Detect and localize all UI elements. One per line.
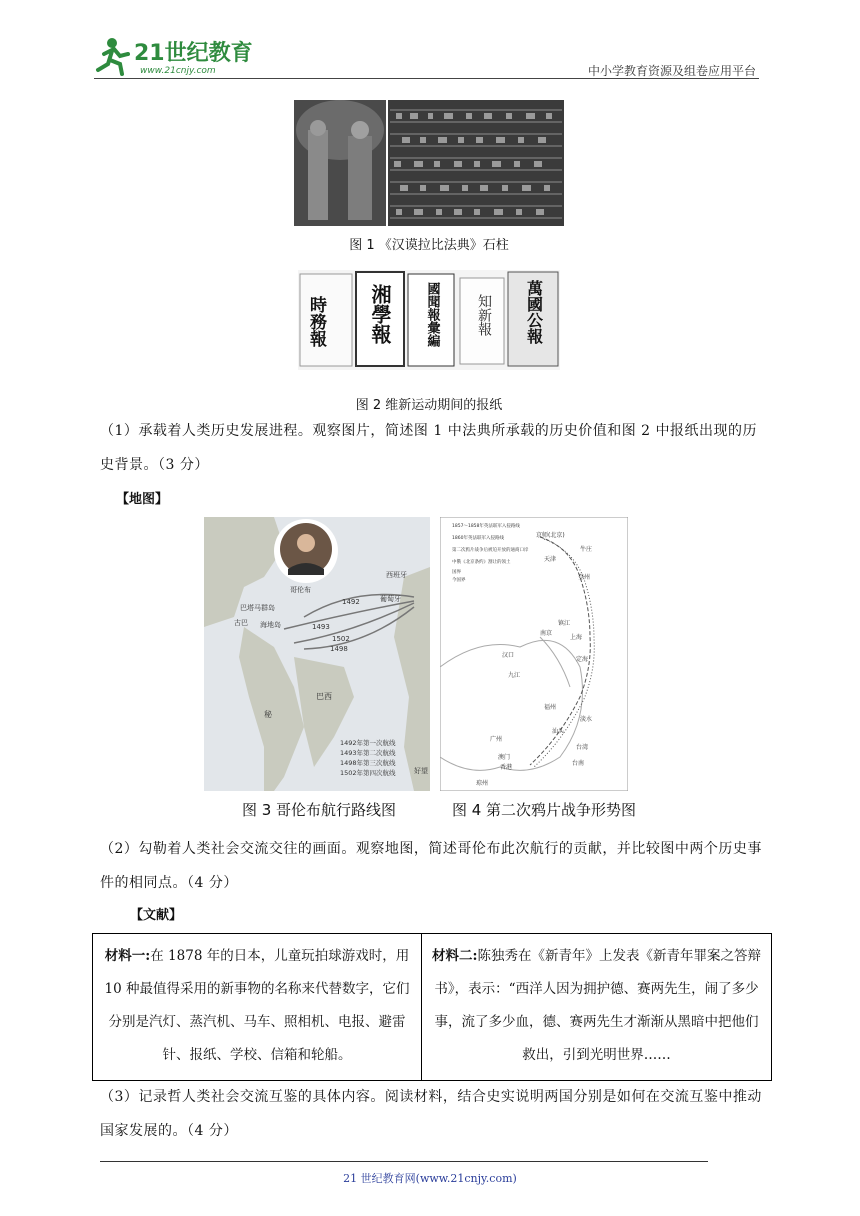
place-hankou: 汉口: [502, 652, 515, 659]
place-tianjin: 天津: [544, 556, 557, 563]
newspaper-title-1: 湘學報: [368, 284, 392, 344]
material-1-label: 材料一:: [104, 948, 151, 964]
newspaper-wanguogongbao: [508, 272, 558, 366]
place-peru: 秘: [264, 710, 272, 719]
place-dengzhou: 登州: [578, 574, 591, 581]
newspaper-guowenbao: [408, 274, 454, 366]
doc-section-title: 【文献】: [130, 908, 183, 923]
newspaper-title-2: 國聞報彙編: [424, 282, 440, 347]
newspaper-shiwubao: [300, 274, 352, 366]
place-zhenjiang: 镇江: [558, 620, 571, 627]
place-qiongzhou: 琼州: [476, 780, 489, 787]
fig4-map: [440, 517, 628, 791]
fig4-legend-6: 今国界: [452, 578, 466, 583]
header-divider: [94, 78, 759, 79]
logo-url: www.21cnjy.com: [140, 66, 216, 76]
question-2: （2）勾勒着人类社会交流交往的画面。观察地图，简述哥伦布此次航行的贡献，并比较图中两个历史事件的相同点。（4 分）: [100, 841, 762, 891]
year-1498: 1498: [330, 645, 348, 653]
place-beijing: 京师(北京): [536, 532, 565, 539]
year-1492: 1492: [342, 598, 360, 606]
footer-text: 21 世纪教育网(www.21cnjy.com): [343, 1172, 517, 1185]
place-spain: 西班牙: [386, 571, 407, 579]
fig1-image: [294, 100, 564, 226]
question-3: （3）记录哲人类社会交流互鉴的具体内容。阅读材料，结合史实说明两国分别是如何在交流互鉴中推动国家发展的。（4 分）: [100, 1089, 762, 1139]
fig3-caption: 图 3 哥伦布航行路线图: [241, 801, 397, 819]
place-brazil: 巴西: [316, 692, 332, 701]
newspaper-title-0: 時務報: [306, 296, 326, 347]
place-hispaniola: 海地岛: [260, 621, 281, 629]
fig4-legend-2: 1860年英法联军入侵路线: [452, 536, 504, 541]
fig4-legend-1: 1857～1858年英法联军入侵路线: [452, 524, 520, 529]
newspaper-xiangxuebao: [356, 272, 404, 366]
place-macau: 澳门: [498, 754, 511, 761]
question-1: （1）承载着人类历史发展进程。观察图片，简述图 1 中法典所承载的历史价值和图 2 中报纸出现的历史背景。（3 分）: [100, 423, 758, 473]
logo: [94, 34, 264, 78]
fig1-caption: 图 1 《汉谟拉比法典》石柱: [349, 238, 509, 253]
place-tainan: 台南: [572, 760, 585, 767]
newspaper-title-3: 知新報: [476, 294, 492, 336]
fig4-caption: 图 4 第二次鸦片战争形势图: [451, 801, 637, 819]
year-1493: 1493: [312, 623, 330, 631]
place-cuba: 古巴: [234, 619, 248, 627]
material-2-label: 材料二:: [432, 948, 478, 964]
fig4-legend-4: 中俄《北京条约》割让的领土: [452, 560, 511, 565]
footer-divider: [100, 1161, 708, 1162]
year-1502: 1502: [332, 635, 350, 643]
material-2-cell: [422, 934, 771, 1080]
place-dinghai: 定海: [576, 656, 589, 663]
newspaper-title-4: 萬國公報: [524, 280, 544, 344]
place-nanjing: 南京: [540, 630, 553, 637]
place-hongkong: 香港: [500, 764, 513, 771]
material-1-cell: [93, 934, 422, 1080]
place-jiujiang: 九江: [508, 672, 521, 679]
place-cape: 好望: [414, 767, 428, 775]
fig2-image: [298, 270, 560, 370]
newspaper-zhixinbao: [460, 278, 504, 364]
legend-4: 1502年第四次航线: [340, 769, 396, 777]
place-fuzhou: 福州: [544, 704, 557, 711]
portrait-label: 哥伦布: [290, 586, 311, 594]
fig2-caption: 图 2 维新运动期间的报纸: [355, 398, 503, 413]
map-section-title: 【地图】: [116, 492, 169, 507]
material-2-text: 陈独秀在《新青年》上发表《新青年罪案之答辩书》，表示：“西洋人因为拥护德、赛两先生，闹了多少事，流了多少血，德、赛两先生才渐渐从黑暗中把他们救出，引到光明世界……: [434, 948, 761, 1063]
place-bahamas: 巴塔马群岛: [240, 604, 275, 612]
platform-name: 中小学教育资源及组卷应用平台: [587, 64, 756, 78]
legend-3: 1498年第三次航线: [340, 759, 396, 767]
place-shantou: 汕头: [552, 728, 565, 735]
materials-table: [92, 933, 772, 1081]
fig4-legend-3: 第二次鸦片战争后被迫开放的通商口岸: [452, 548, 529, 553]
place-niuzhuang: 牛庄: [580, 546, 593, 553]
place-taiwan: 台湾: [576, 744, 589, 751]
logo-text: 21世纪教育: [134, 41, 253, 66]
place-portugal: 葡萄牙: [380, 595, 401, 603]
fig3-map: [204, 517, 430, 791]
place-guangzhou: 广州: [490, 736, 503, 743]
legend-2: 1493年第二次航线: [340, 749, 396, 757]
runner-icon: [98, 38, 128, 74]
fig4-legend-5: 国界: [452, 570, 461, 575]
place-danshui: 淡水: [580, 716, 593, 723]
place-shanghai: 上海: [570, 634, 583, 641]
material-1-text: 在 1878 年的日本，儿童玩拍球游戏时，用 10 种最值得采用的新事物的名称来代替数字，它们分别是汽灯、蒸汽机、马车、照相机、电报、避雷针、报纸、学校、信箱和轮船。: [104, 948, 410, 1063]
legend-1: 1492年第一次航线: [340, 739, 396, 747]
